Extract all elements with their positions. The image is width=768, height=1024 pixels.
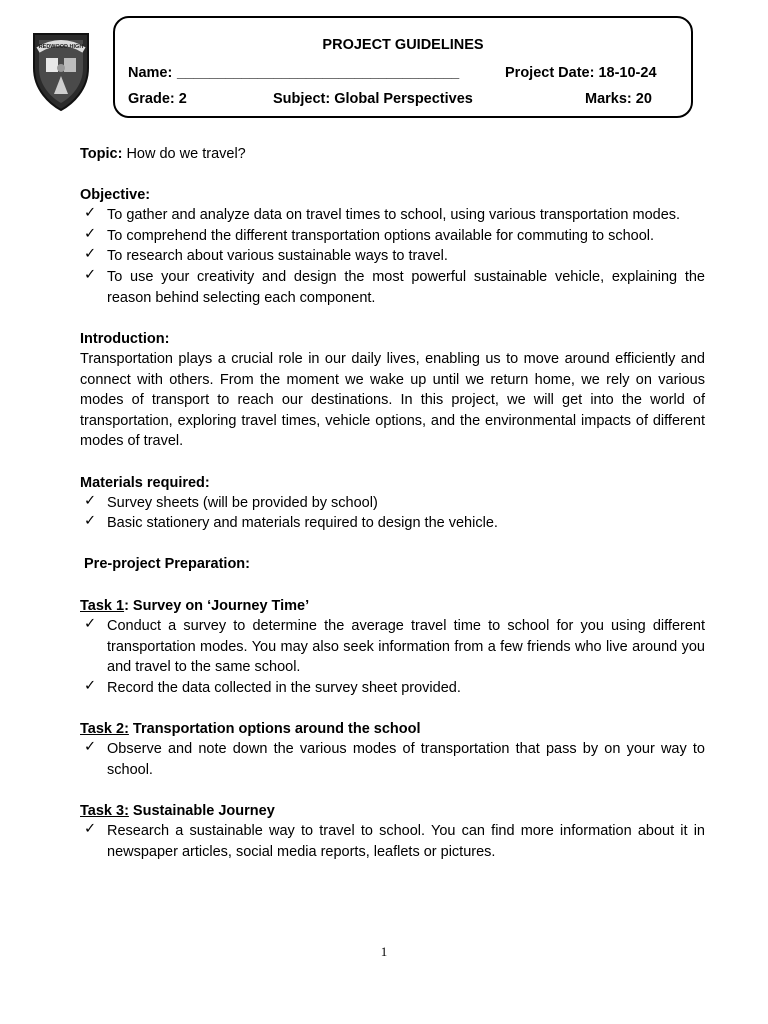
- task2-item: Observe and note down the various modes of transportation that pass by on your way to school.: [107, 741, 705, 778]
- grade: Grade: 2: [128, 91, 187, 107]
- objective-heading: Objective:: [80, 187, 151, 203]
- check-icon: ✓: [84, 267, 97, 283]
- project-date: Project Date: 18-10-24: [505, 65, 657, 81]
- subject: Subject: Global Perspectives: [273, 91, 473, 107]
- materials-item: Basic stationery and materials required to design the vehicle.: [107, 515, 498, 531]
- task2-title: Transportation options around the school: [128, 721, 421, 737]
- task3-title: Sustainable Journey: [128, 803, 275, 819]
- task3-label: Task 3:: [80, 803, 129, 819]
- page-title: PROJECT GUIDELINES: [322, 37, 484, 53]
- topic-label: Topic:: [80, 146, 123, 162]
- task3-heading: [80, 801, 705, 822]
- introduction-text: Transportation plays a crucial role in our daily lives, enabling us to move around efficiently and connect with others. From the moment we wake up until we return home, we rely on various modes of transport to reach our destinations. In this project, we will get into the world of transportation, exploring travel times, vehicle options, and the environmental impacts of different modes of travel.: [80, 351, 705, 449]
- preparation-heading: Pre-project Preparation:: [84, 556, 250, 572]
- page-number: 1: [380, 944, 388, 959]
- check-icon: ✓: [84, 205, 97, 221]
- check-icon: ✓: [84, 616, 97, 632]
- marks: Marks: 20: [585, 91, 652, 107]
- task1-item: Conduct a survey to determine the average travel time to school for you using different transportation modes. You may also seek information from a few friends who live around you and travel to the same school.: [107, 618, 705, 675]
- name-blank: ___________________________________: [177, 65, 460, 81]
- objective-item: To research about various sustainable ways to travel.: [107, 248, 448, 264]
- task1-item: Record the data collected in the survey sheet provided.: [107, 680, 461, 696]
- crest-text: REDWOOD HIGH: [38, 44, 84, 50]
- check-icon: ✓: [84, 739, 97, 755]
- introduction-heading: Introduction:: [80, 331, 170, 347]
- materials-item: Survey sheets (will be provided by school): [107, 495, 378, 511]
- check-icon: ✓: [84, 678, 97, 694]
- topic-value: How do we travel?: [122, 146, 246, 162]
- school-crest-logo: [28, 28, 94, 112]
- task2-heading: [80, 719, 705, 740]
- check-icon: ✓: [84, 493, 97, 509]
- check-icon: ✓: [84, 821, 97, 837]
- check-icon: ✓: [84, 246, 97, 262]
- task3-item: Research a sustainable way to travel to school. You can find more information about it in newspaper articles, social media reports, leaflets or pictures.: [107, 823, 705, 860]
- materials-heading: Materials required:: [80, 475, 210, 491]
- task1-label: Task 1: [80, 598, 125, 614]
- objective-item: To gather and analyze data on travel times to school, using various transportation modes.: [107, 207, 681, 223]
- objective-item: To use your creativity and design the most powerful sustainable vehicle, explaining the reason behind selecting each component.: [107, 269, 705, 306]
- task1-title: : Survey on ‘Journey Time’: [124, 598, 310, 614]
- task2-label: Task 2:: [80, 721, 129, 737]
- name-label: Name:: [128, 65, 173, 81]
- check-icon: ✓: [84, 513, 97, 529]
- topic-line: [80, 144, 705, 165]
- header-box: [113, 16, 693, 118]
- objective-item: To comprehend the different transportation options available for commuting to school.: [107, 228, 655, 244]
- task1-heading: [80, 596, 705, 617]
- check-icon: ✓: [84, 226, 97, 242]
